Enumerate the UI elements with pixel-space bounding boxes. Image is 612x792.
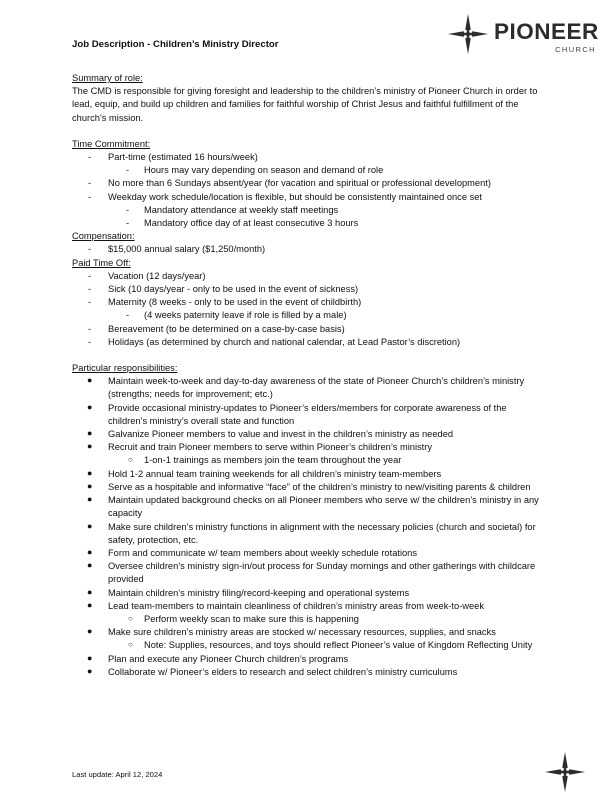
responsibilities-list: [72, 375, 540, 679]
list-item: ● Lead team-members to maintain cleanliness of children’s ministry areas from week-to-week: [87, 599, 484, 611]
list-item: - Hours may vary depending on season and demand of role: [126, 165, 384, 176]
list-item: ● Serve as a hospitable and informative “face” of the children’s ministry to new/visiting parents & children: [87, 480, 531, 492]
list-item: ○ Perform weekly scan to make sure this is happening: [128, 613, 359, 624]
list-item: - (4 weeks paternity leave if role is filled by a male): [126, 310, 347, 321]
list-item: ○ 1-on-1 trainings as members join the team throughout the year: [128, 455, 402, 466]
compass-star-icon: [448, 14, 488, 54]
list-item: ● Collaborate w/ Pioneer’s elders to research and select children’s ministry curriculums: [87, 665, 458, 677]
list-item: ● Galvanize Pioneer members to value and invest in the children’s ministry as needed: [87, 428, 454, 440]
list-item: ● Recruit and train Pioneer members to serve within Pioneer’s children’s ministry: [87, 441, 432, 453]
list-item: ● Oversee children’s ministry sign-in/out process for Sunday mornings and other gatherings with childcare provided: [87, 560, 536, 585]
logo-name: PIONEER: [494, 19, 599, 44]
list-item: - Bereavement (to be determined on a case-by-case basis): [88, 323, 345, 334]
list-item: - Maternity (8 weeks - only to be used in the event of childbirth): [88, 297, 362, 308]
list-item: ● Make sure children’s ministry functions in alignment with the necessary policies (church and societal) for safety, protection, etc.: [87, 520, 536, 545]
list-item: - Holidays (as determined by church and national calendar, at Lead Pastor’s discretion): [88, 336, 461, 347]
list-item: - $15,000 annual salary ($1,250/month): [88, 244, 266, 255]
summary-text: The CMD is responsible for giving foresight and leadership to the children’s ministry of Pioneer Church in order to lead, equip, and build up children and families for faithful worship of Christ Jesus and faithful fulfillment of the church’s mission.: [72, 86, 538, 123]
document-body: [72, 72, 540, 679]
list-item: ● Maintain updated background checks on all Pioneer members who serve w/ the children’s ministry in any capacity: [87, 494, 539, 519]
list-item: - Weekday work schedule/location is flexible, but should be consistently maintained once set: [88, 191, 482, 202]
list-item: - Sick (10 days/year - only to be used in the event of sickness): [88, 284, 359, 295]
list-item: ● Hold 1-2 annual team training weekends for all children’s ministry team-members: [87, 467, 442, 479]
list-item: - Mandatory office day of at least consecutive 3 hours: [126, 218, 359, 229]
list-item: ○ Note: Supplies, resources, and toys should reflect Pioneer’s value of Kingdom Reflecting Unity: [128, 640, 533, 651]
list-item: ● Maintain week-to-week and day-to-day awareness of the state of Pioneer Church’s children’s ministry (strengths; needs for improvement; etc.): [87, 375, 525, 400]
list-item: ● Make sure children’s ministry areas are stocked w/ necessary resources, supplies, and snacks: [87, 626, 496, 638]
list-item: ● Maintain children’s ministry filing/record-keeping and operational systems: [87, 586, 410, 598]
summary-heading: Summary of role:: [72, 73, 143, 83]
logo-subtitle: CHURCH: [555, 45, 596, 54]
list-item: - No more than 6 Sundays absent/year (for vacation and spiritual or professional development): [88, 178, 491, 189]
time-commitment-list: [72, 151, 540, 230]
list-item: - Part-time (estimated 16 hours/week): [88, 152, 258, 163]
list-item: ● Form and communicate w/ team members about weekly schedule rotations: [87, 546, 417, 558]
list-item: ● Plan and execute any Pioneer Church children’s programs: [87, 652, 349, 664]
list-item: - Mandatory attendance at weekly staff meetings: [126, 204, 339, 215]
compass-star-icon: [545, 752, 585, 792]
last-update-footer: Last update: April 12, 2024: [72, 770, 163, 779]
compensation-heading: Compensation:: [72, 231, 135, 242]
pioneer-church-logo: [448, 14, 600, 58]
responsibilities-heading: Particular responsibilities:: [72, 363, 178, 374]
document-title: Job Description - Children’s Ministry Director: [72, 39, 279, 50]
compensation-list: [72, 243, 540, 256]
paid-time-off-heading: Paid Time Off:: [72, 257, 131, 268]
paid-time-off-list: [72, 270, 540, 349]
list-item: - Vacation (12 days/year): [88, 270, 206, 281]
time-commitment-heading: Time Commitment:: [72, 138, 151, 149]
list-item: ● Provide occasional ministry-updates to Pioneer’s elders/members for corporate awareness of the children’s ministry’s overall state and function: [87, 401, 507, 426]
